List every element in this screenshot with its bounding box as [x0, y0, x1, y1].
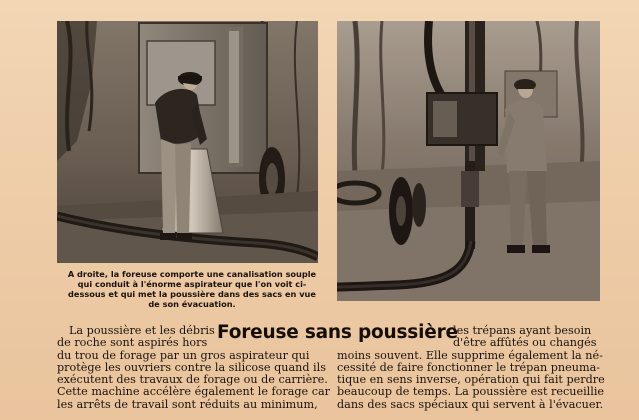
text-line: exécutent des travaux de forage ou de carrière.: [57, 373, 328, 387]
article-title: Foreuse sans poussière: [217, 322, 458, 343]
text-line: La poussière et les débris: [69, 324, 215, 337]
text-line: du trou de forage par un gros aspirateur qui: [57, 348, 310, 362]
text-line: d'être affûtés ou changés: [453, 336, 597, 350]
text-line: les arrêts de travail sont réduits au minimum,: [57, 397, 318, 411]
text-line: moins souvent. Elle supprime également la né-: [337, 348, 603, 362]
article-left-column: [57, 325, 330, 411]
caption-line: A droite, la foreuse comporte une canalisation souple: [67, 269, 317, 279]
text-line: protège les ouvriers contre la silicose quand ils: [57, 360, 326, 374]
text-line: les trépans ayant besoin: [453, 324, 592, 337]
photo-aspirator-image: [57, 21, 318, 263]
caption-line: de son évacuation.: [148, 299, 236, 309]
photo-drill-rig: [337, 21, 600, 301]
photo-aspirator: [57, 21, 318, 263]
text-line: beaucoup de temps. La poussière est recueillie: [337, 385, 605, 399]
caption-line: dessous et qui met la poussière dans des sacs en vue: [68, 289, 316, 299]
caption-line: qui conduit à l'énorme aspirateur que l'on voit ci-: [77, 279, 307, 289]
text-line: Cette machine accélère également le forage car: [57, 385, 331, 399]
photo-drill-rig-image: [337, 21, 600, 301]
text-line: dans des sacs spéciaux qui servent à l'évacuer.: [337, 397, 604, 411]
text-line: tique en sens inverse, opération qui fait perdre: [337, 373, 605, 387]
article-right-column: [337, 325, 605, 411]
text-line: cessité de faire fonctionner le trépan pneuma-: [337, 360, 601, 374]
text-line: de roche sont aspirés hors: [57, 336, 208, 350]
photo-caption: [57, 269, 327, 309]
